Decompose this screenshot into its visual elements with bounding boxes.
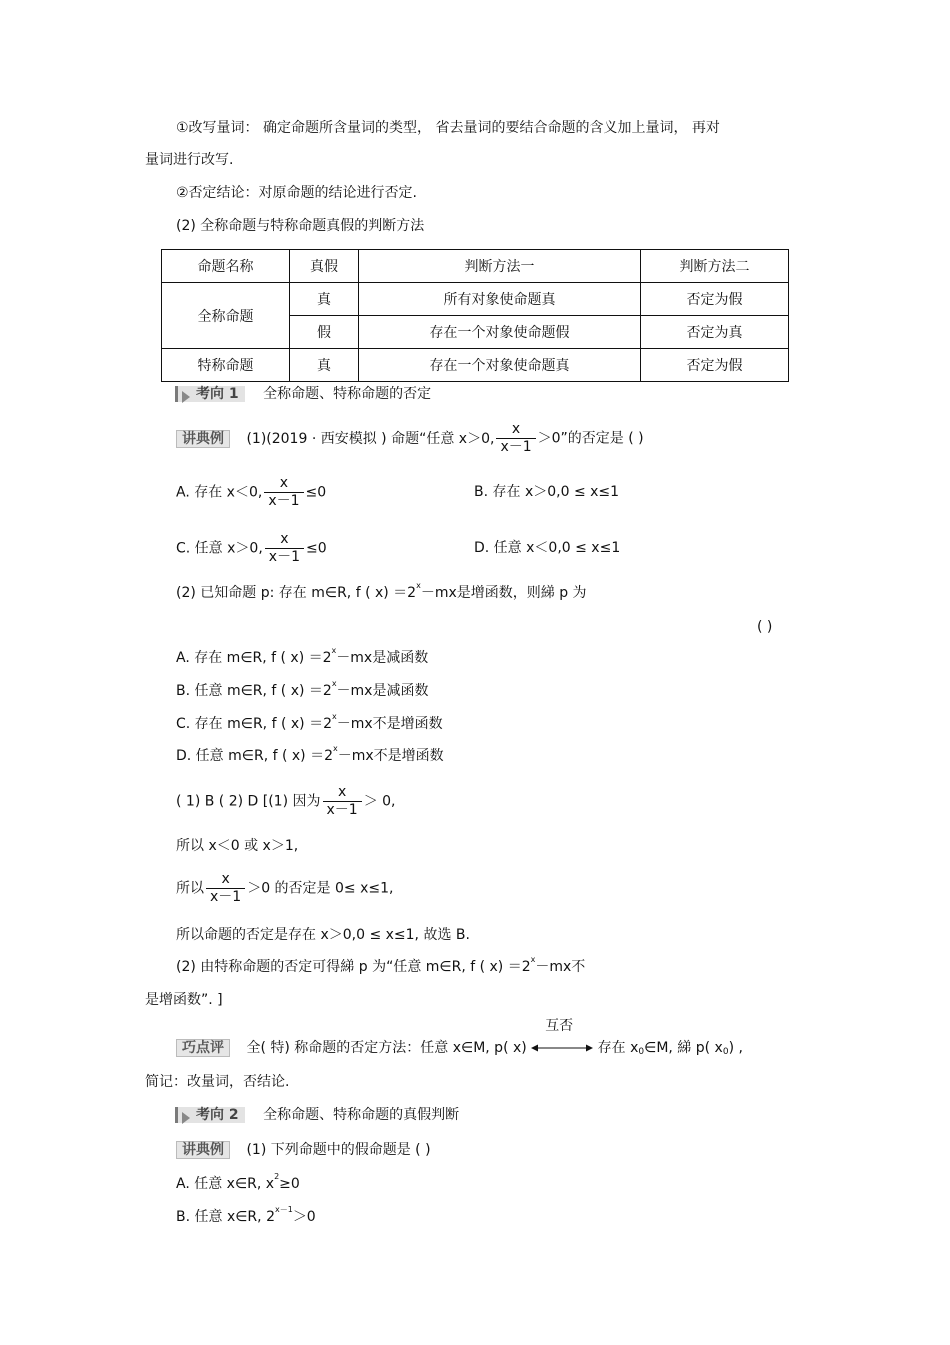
solution-text: 所以 <box>176 880 204 897</box>
tip-text: 全( 特) 称命题的否定方法：任意 x∈M, p( x) <box>246 1040 527 1056</box>
question-text: (2) 已知命题 p: 存在 m∈R, f ( x) ＝2 <box>176 585 417 601</box>
fraction-denominator: x－1 <box>268 493 300 509</box>
table-cell: 全称命题 <box>162 283 290 349</box>
table-header: 判断方法二 <box>641 250 789 283</box>
fraction <box>206 871 245 906</box>
option-1a <box>176 475 326 510</box>
fraction-numerator: x <box>264 475 303 493</box>
question-3 <box>176 1140 431 1160</box>
example-badge: 讲典例 <box>176 430 230 448</box>
table-cell: 存在一个对象使命题真 <box>359 349 641 382</box>
superscript: 2 <box>274 1172 280 1181</box>
section-heading-truth-method: (2) 全称命题与特称命题真假的判断方法 <box>176 218 425 234</box>
option-text: ≤0 <box>305 540 327 557</box>
question-text: －mx是增函数，则綈 p 为 <box>420 585 587 601</box>
option-text: ≥0 <box>279 1176 300 1192</box>
tip-summary: 简记：改量词，否结论. <box>145 1074 290 1090</box>
solution-text: ＞0 的否定是 0≤ x≤1, <box>247 880 394 897</box>
option-text: D. 任意 m∈R, f ( x) ＝2 <box>176 748 333 764</box>
option-1b: B. 存在 x＞0,0 ≤ x≤1 <box>474 484 620 500</box>
table-header-row <box>162 250 789 283</box>
fraction-numerator: x <box>265 531 304 549</box>
subscript: 0 <box>638 1047 645 1057</box>
answer-paren: ( ) <box>757 619 773 635</box>
double-arrow-icon <box>531 1018 593 1058</box>
fraction-numerator: x <box>496 421 535 439</box>
example-badge: 讲典例 <box>176 1141 230 1159</box>
table-cell: 否定为假 <box>641 283 789 316</box>
fraction <box>265 531 304 566</box>
tip-text: ∈M, 綈 p( x <box>644 1040 723 1056</box>
superscript: x <box>331 679 337 688</box>
question-text: (1) 下列命题中的假命题是 ( ) <box>246 1142 431 1158</box>
paragraph-rewrite-quantifier: ①改写量词： 确定命题所含量词的类型， 省去量词的要结合命题的含义加上量词， 再对 <box>176 120 720 136</box>
table-cell: 否定为假 <box>641 349 789 382</box>
fraction-denominator: x－1 <box>326 802 358 818</box>
question-text: ＞0”的否定是 ( ) <box>537 430 644 447</box>
table-cell: 存在一个对象使命题假 <box>359 316 641 349</box>
tip-line <box>176 1018 743 1058</box>
solution-line-3 <box>176 871 393 906</box>
option-text: C. 任意 x＞0, <box>176 540 263 557</box>
option-text: A. 任意 x∈R, x <box>176 1176 275 1192</box>
option-text: －mx是减函数 <box>336 650 429 666</box>
fraction <box>496 421 535 456</box>
option-2b <box>176 681 428 701</box>
solution-text: ( 1) B ( 2) D [(1) 因为 <box>176 793 321 810</box>
solution-line-1 <box>176 784 396 819</box>
fraction-numerator: x <box>323 784 362 802</box>
kaoxiang-badge: 考向 2 <box>175 1107 245 1123</box>
fraction-numerator: x <box>206 871 245 889</box>
superscript: x <box>331 712 337 721</box>
option-text: A. 存在 m∈R, f ( x) ＝2 <box>176 650 332 666</box>
superscript: x <box>530 955 536 964</box>
solution-line-6: 是增函数”. ] <box>145 992 223 1008</box>
option-2d <box>176 746 444 766</box>
section-title: 全称命题、特称命题的真假判断 <box>263 1107 460 1123</box>
option-text: ＞0 <box>292 1209 316 1225</box>
option-text: －mx是减函数 <box>336 683 429 699</box>
table-cell: 假 <box>290 316 359 349</box>
section-kaoxiang-1 <box>175 383 431 405</box>
option-text: A. 存在 x＜0, <box>176 484 263 501</box>
table-cell: 特称命题 <box>162 349 290 382</box>
option-3b <box>176 1207 316 1227</box>
tip-text: 存在 x <box>597 1040 639 1056</box>
tip-badge: 巧点评 <box>176 1039 230 1057</box>
tip-text: ) , <box>728 1040 743 1056</box>
superscript: x <box>331 646 337 655</box>
question-2 <box>176 583 587 603</box>
arrow-label: 互否 <box>545 1018 574 1034</box>
solution-text: －mx不 <box>535 959 586 975</box>
solution-text: (2) 由特称命题的否定可得綈 p 为“任意 m∈R, f ( x) ＝2 <box>176 959 531 975</box>
solution-line-4: 所以命题的否定是存在 x＞0,0 ≤ x≤1, 故选 B. <box>176 927 470 943</box>
table-cell: 真 <box>290 283 359 316</box>
question-1 <box>176 421 644 456</box>
option-2a <box>176 648 428 668</box>
table-cell: 否定为真 <box>641 316 789 349</box>
paragraph-rewrite-quantifier-cont: 量词进行改写. <box>145 152 234 168</box>
question-text: (1)(2019 · 西安模拟 ) 命题“任意 x＞0, <box>246 430 495 447</box>
table-header: 命题名称 <box>162 250 290 283</box>
superscript: x－1 <box>274 1205 293 1214</box>
solution-line-2: 所以 x＜0 或 x＞1, <box>176 838 299 854</box>
solution-line-5 <box>176 957 585 977</box>
truth-method-table <box>161 249 789 382</box>
table-cell: 真 <box>290 349 359 382</box>
option-text: ≤0 <box>305 484 327 501</box>
option-2c <box>176 714 443 734</box>
fraction-denominator: x－1 <box>210 889 242 905</box>
option-1c <box>176 531 327 566</box>
fraction <box>264 475 303 510</box>
subscript: 0 <box>722 1047 729 1057</box>
fraction <box>323 784 362 819</box>
superscript: x <box>416 581 421 590</box>
option-text: B. 任意 m∈R, f ( x) ＝2 <box>176 683 332 699</box>
option-text: B. 任意 x∈R, 2 <box>176 1209 275 1225</box>
option-3a <box>176 1174 300 1194</box>
table-header: 判断方法一 <box>359 250 641 283</box>
option-1d: D. 任意 x＜0,0 ≤ x≤1 <box>474 540 621 556</box>
paragraph-negate-conclusion: ②否定结论：对原命题的结论进行否定. <box>176 185 417 201</box>
table-cell: 所有对象使命题真 <box>359 283 641 316</box>
table-row <box>162 349 789 382</box>
fraction-denominator: x－1 <box>268 549 300 565</box>
kaoxiang-badge: 考向 1 <box>175 386 245 402</box>
option-text: －mx不是增函数 <box>336 716 443 732</box>
section-kaoxiang-2 <box>175 1104 459 1126</box>
option-text: －mx不是增函数 <box>337 748 444 764</box>
fraction-denominator: x－1 <box>500 439 532 455</box>
option-text: C. 存在 m∈R, f ( x) ＝2 <box>176 716 332 732</box>
solution-text: ＞ 0, <box>363 793 396 810</box>
superscript: x <box>333 744 338 753</box>
table-row <box>162 283 789 316</box>
table-header: 真假 <box>290 250 359 283</box>
section-title: 全称命题、特称命题的否定 <box>263 386 432 402</box>
